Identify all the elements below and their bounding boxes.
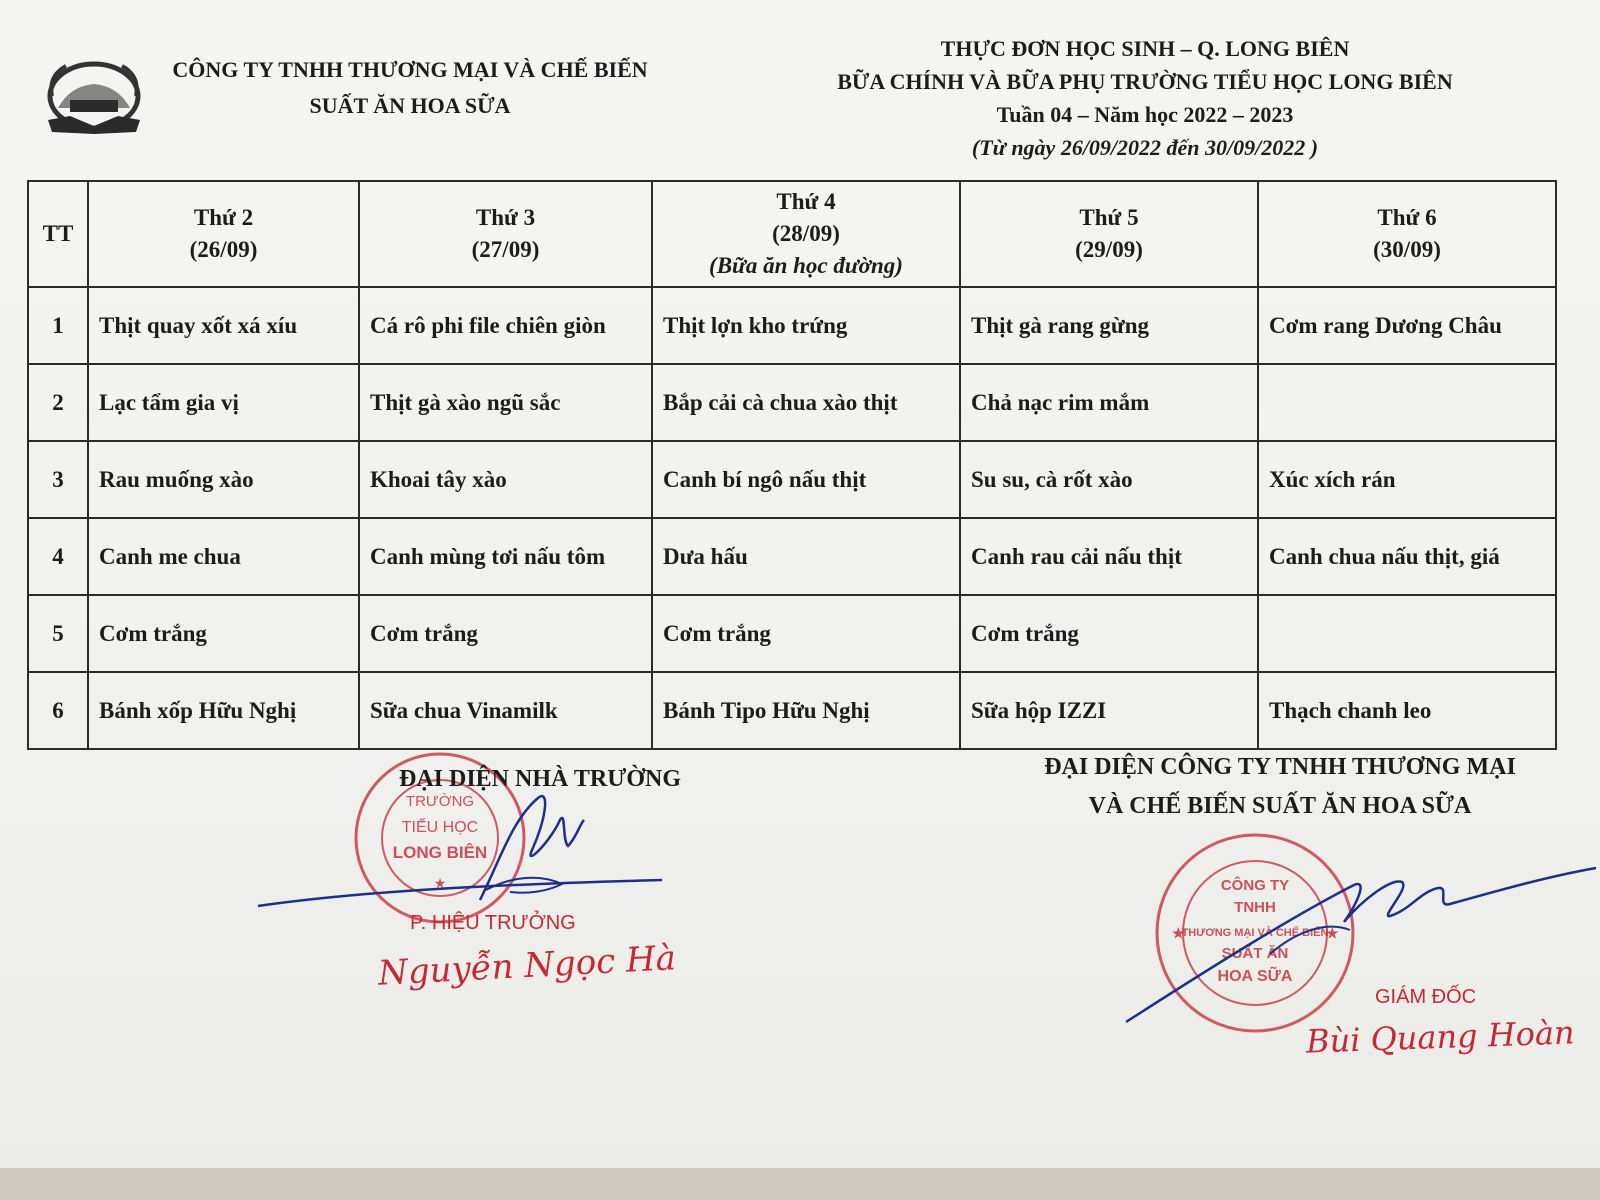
company-signer-name: Bùi Quang Hoàn xyxy=(1305,1013,1576,1061)
svg-text:LONG BIÊN: LONG BIÊN xyxy=(392,843,488,862)
menu-title: THỰC ĐƠN HỌC SINH – Q. LONG BIÊN xyxy=(940,36,1350,61)
menu-cell: Cơm trắng xyxy=(652,595,960,672)
svg-text:TRƯỜNG: TRƯỜNG xyxy=(405,793,475,810)
company-logo xyxy=(40,56,148,136)
week-info: Tuần 04 – Năm học 2022 – 2023 xyxy=(996,102,1294,127)
menu-cell xyxy=(1258,595,1556,672)
svg-text:★: ★ xyxy=(1172,927,1185,942)
company-name-line2: SUẤT ĂN HOA SỮA xyxy=(309,93,511,118)
school-signer-name: Nguyễn Ngọc Hà xyxy=(377,938,677,994)
svg-text:★: ★ xyxy=(1326,927,1339,942)
date-label: (27/09) xyxy=(471,237,540,262)
svg-text:THƯƠNG MẠI VÀ CHẾ BIẾN: THƯƠNG MẠI VÀ CHẾ BIẾN xyxy=(1181,927,1329,939)
svg-text:HOA SỮA: HOA SỮA xyxy=(1217,968,1293,985)
svg-text:TIỂU HỌC: TIỂU HỌC xyxy=(401,819,479,836)
day-label: Thứ 3 xyxy=(475,205,536,230)
menu-cell: Thịt gà rang gừng xyxy=(960,287,1258,364)
company-name-line1: CÔNG TY TNHH THƯƠNG MẠI VÀ CHẾ BIẾN xyxy=(172,57,648,82)
column-header-monday xyxy=(88,181,359,287)
table-row xyxy=(28,364,1556,441)
date-range: (Từ ngày 26/09/2022 đến 30/09/2022 ) xyxy=(971,135,1319,160)
company-rep-line2: VÀ CHẾ BIẾN SUẤT ĂN HOA SỮA xyxy=(1088,793,1472,819)
menu-cell: Rau muống xào xyxy=(88,441,359,518)
company-signature xyxy=(1120,858,1600,1028)
menu-cell: Xúc xích rán xyxy=(1258,441,1556,518)
menu-cell: Thịt gà xào ngũ sắc xyxy=(359,364,652,441)
menu-cell: Cơm trắng xyxy=(359,595,652,672)
table-row xyxy=(28,595,1556,672)
menu-cell: Bánh xốp Hữu Nghị xyxy=(88,672,359,749)
company-header xyxy=(160,52,660,124)
menu-cell: Cơm trắng xyxy=(88,595,359,672)
menu-cell: Canh mùng tơi nấu tôm xyxy=(359,518,652,595)
menu-cell: Sữa chua Vinamilk xyxy=(359,672,652,749)
day-label: Thứ 6 xyxy=(1377,205,1437,230)
menu-cell: Thạch chanh leo xyxy=(1258,672,1556,749)
header-row xyxy=(28,181,1556,287)
background-surface xyxy=(0,1168,1600,1200)
menu-table xyxy=(27,180,1557,750)
svg-text:CÔNG TY: CÔNG TY xyxy=(1220,877,1290,894)
school-representative-title: ĐẠI DIỆN NHÀ TRƯỜNG xyxy=(398,766,682,792)
date-label: (29/09) xyxy=(1075,237,1143,262)
menu-cell: Cơm trắng xyxy=(960,595,1258,672)
column-header-wednesday xyxy=(652,181,960,287)
menu-cell xyxy=(1258,364,1556,441)
row-number: 4 xyxy=(28,518,88,595)
table-row xyxy=(28,441,1556,518)
menu-cell: Sữa hộp IZZI xyxy=(960,672,1258,749)
column-header-tuesday xyxy=(359,181,652,287)
column-header-friday xyxy=(1258,181,1556,287)
menu-cell: Dưa hấu xyxy=(652,518,960,595)
menu-subtitle: BỮA CHÍNH VÀ BỮA PHỤ TRƯỜNG TIỂU HỌC LONG BIÊN xyxy=(837,69,1453,94)
menu-cell: Bắp cải cà chua xào thịt xyxy=(652,364,960,441)
menu-cell: Bánh Tipo Hữu Nghị xyxy=(652,672,960,749)
menu-cell: Canh rau cải nấu thịt xyxy=(960,518,1258,595)
company-representative-title xyxy=(1010,748,1550,826)
day-label: Thứ 4 xyxy=(776,189,836,214)
menu-cell: Canh bí ngô nấu thịt xyxy=(652,441,960,518)
row-number: 3 xyxy=(28,441,88,518)
school-meal-note: (Bữa ăn học đường) xyxy=(709,253,903,278)
row-number: 5 xyxy=(28,595,88,672)
table-row xyxy=(28,518,1556,595)
school-signature xyxy=(250,780,670,920)
day-label: Thứ 5 xyxy=(1079,205,1139,230)
menu-cell: Thịt lợn kho trứng xyxy=(652,287,960,364)
menu-cell: Khoai tây xào xyxy=(359,441,652,518)
menu-header xyxy=(810,32,1480,164)
menu-cell: Lạc tẩm gia vị xyxy=(88,364,359,441)
svg-text:★: ★ xyxy=(433,877,447,892)
menu-cell: Canh chua nấu thịt, giá xyxy=(1258,518,1556,595)
date-label: (26/09) xyxy=(189,237,258,262)
menu-cell: Chả nạc rim mắm xyxy=(960,364,1258,441)
row-number: 2 xyxy=(28,364,88,441)
company-rep-line1: ĐẠI DIỆN CÔNG TY TNHH THƯƠNG MẠI xyxy=(1044,754,1516,780)
svg-text:SUẤT ĂN: SUẤT ĂN xyxy=(1221,945,1289,962)
table-row xyxy=(28,672,1556,749)
menu-cell: Su su, cà rốt xào xyxy=(960,441,1258,518)
company-role-label: GIÁM ĐỐC xyxy=(1375,986,1477,1008)
menu-cell: Cá rô phi file chiên giòn xyxy=(359,287,652,364)
school-role-label: P. HIỆU TRƯỞNG xyxy=(410,912,576,934)
table-row xyxy=(28,287,1556,364)
day-label: Thứ 2 xyxy=(193,205,254,230)
row-number: 1 xyxy=(28,287,88,364)
date-label: (30/09) xyxy=(1373,237,1441,262)
tt-header: TT xyxy=(28,181,88,287)
menu-cell: Cơm rang Dương Châu xyxy=(1258,287,1556,364)
date-label: (28/09) xyxy=(772,221,840,246)
menu-cell: Thịt quay xốt xá xíu xyxy=(88,287,359,364)
svg-text:TNHH: TNHH xyxy=(1234,899,1276,916)
menu-cell: Canh me chua xyxy=(88,518,359,595)
row-number: 6 xyxy=(28,672,88,749)
column-header-thursday xyxy=(960,181,1258,287)
